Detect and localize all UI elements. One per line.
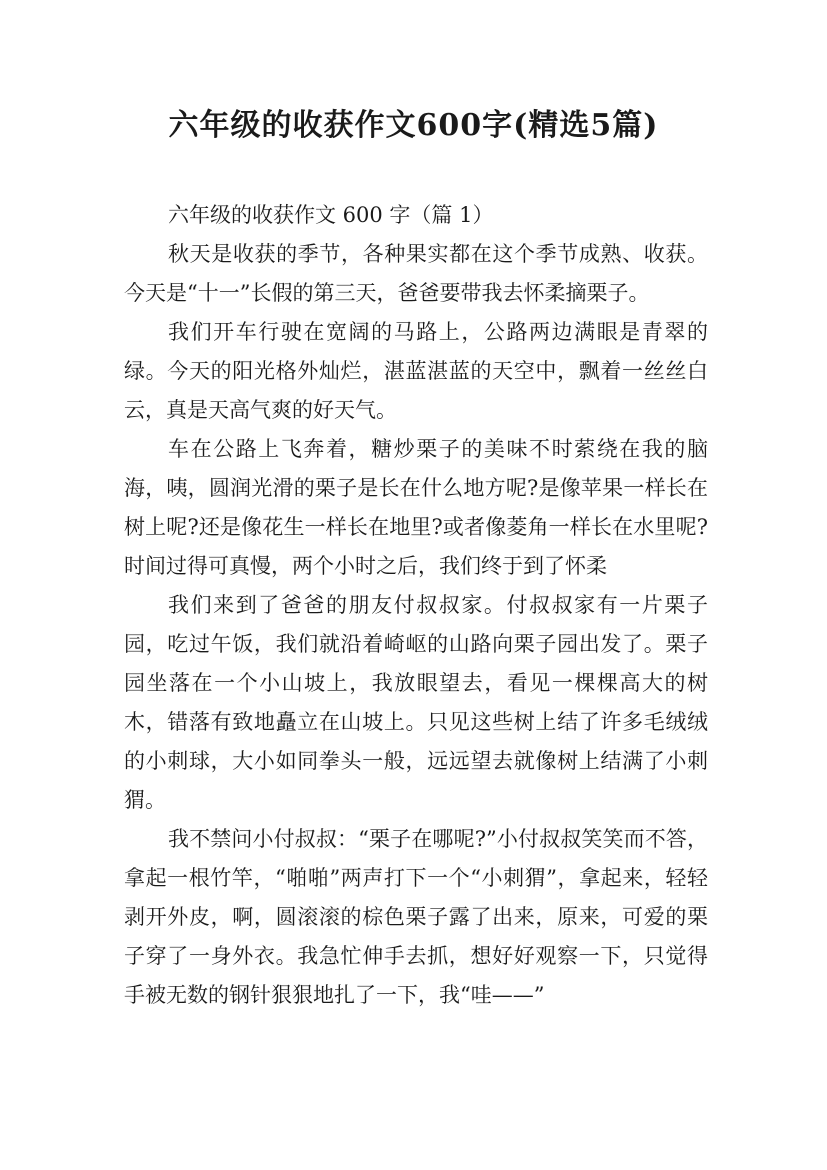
section-heading: 六年级的收获作文 600 字（篇 1） bbox=[168, 203, 494, 227]
document-title: 六年级的收获作文600字(精选5篇) bbox=[168, 108, 659, 143]
paragraph-1: 秋天是收获的季节，各种果实都在这个季节成熟、收获。今天是“十一”长假的第三天，爸爸要带我去怀柔摘栗子。 bbox=[124, 242, 708, 305]
paragraph-4: 我们来到了爸爸的朋友付叔叔家。付叔叔家有一片栗子园，吃过午饭，我们就沿着崎岖的山路向栗子园出发了。栗子园坐落在一个小山坡上，我放眼望去，看见一棵棵高大的树木，错落有致地矗立在山坡上。只见这些树上结了许多毛绒绒的小刺球，大小如同拳头一般，远远望去就像树上结满了小刺猬。 bbox=[124, 593, 708, 812]
paragraph-2: 我们开车行驶在宽阔的马路上，公路两边满眼是青翠的绿。今天的阳光格外灿烂，湛蓝湛蓝的天空中，飘着一丝丝白云，真是天高气爽的好天气。 bbox=[124, 320, 708, 422]
paragraph-5: 我不禁问小付叔叔：“栗子在哪呢?”小付叔叔笑笑而不答，拿起一根竹竿，“啪啪”两声打下一个“小刺猬”，拿起来，轻轻剥开外皮，啊，圆滚滚的棕色栗子露了出来，原来，可爱的栗子穿了一身外衣。我急忙伸手去抓，想好好观察一下，只觉得手被无数的钢针狠狠地扎了一下，我“哇——” bbox=[124, 827, 708, 1007]
document-body bbox=[124, 196, 708, 1015]
paragraph-3: 车在公路上飞奔着，糖炒栗子的美味不时萦绕在我的脑海，咦，圆润光滑的栗子是长在什么地方呢?是像苹果一样长在树上呢?还是像花生一样长在地里?或者像菱角一样长在水里呢?时间过得可真慢，两个小时之后，我们终于到了怀柔 bbox=[124, 437, 708, 578]
